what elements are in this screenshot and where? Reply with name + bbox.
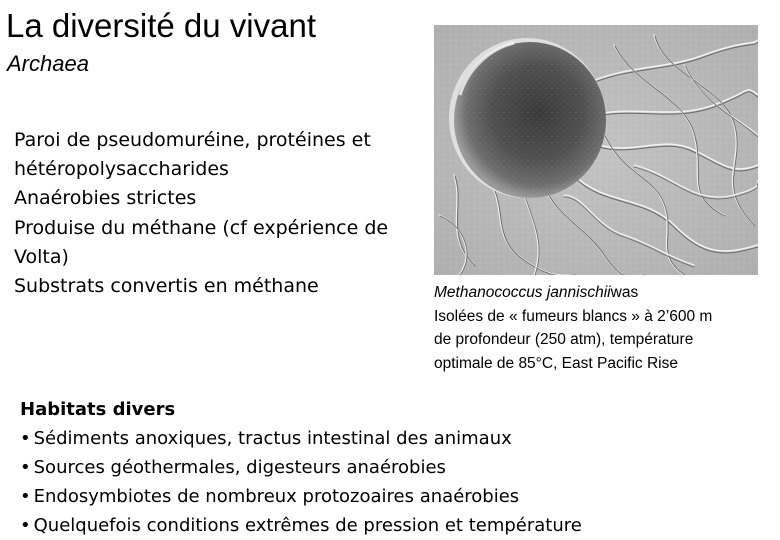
features-list: [14, 126, 414, 301]
caption-line: de profondeur (250 atm), température: [434, 331, 694, 348]
caption-line: Isolées de « fumeurs blancs » à 2’600 m: [434, 307, 713, 325]
feature-line: Anaérobies strictes: [14, 187, 197, 210]
species-binomial: Methanococcus jannischii: [434, 284, 611, 301]
feature-line: hétéropolysaccharides: [14, 158, 229, 181]
habitat-text: Sédiments anoxiques, tractus intestinal des animaux: [33, 428, 512, 449]
bullet-icon: •: [20, 486, 31, 507]
feature-line: Substrats convertis en méthane: [14, 275, 319, 298]
bullet-icon: •: [20, 515, 31, 536]
habitat-text: Quelquefois conditions extrêmes de pression et température: [33, 515, 582, 536]
species-name: [434, 281, 774, 305]
habitat-item: [20, 424, 770, 453]
feature-line: Paroi de pseudomuréine, protéines et: [14, 129, 371, 151]
habitat-item: [20, 511, 770, 540]
habitat-item: [20, 482, 770, 511]
habitat-text: Endosymbiotes de nombreux protozoaires anaérobies: [33, 486, 520, 507]
feature-line: Volta): [14, 245, 69, 268]
species-suffix: was: [610, 284, 639, 301]
habitats-list: [20, 424, 770, 540]
image-caption: [434, 281, 774, 375]
bullet-icon: •: [20, 428, 31, 449]
methanococcus-micrograph: [434, 25, 758, 275]
caption-line: optimale de 85°C, East Pacific Rise: [434, 354, 678, 372]
habitats-section: [20, 395, 770, 540]
feature-line: Produise du méthane (cf expérience de: [14, 216, 389, 239]
habitat-text: Sources géothermales, digesteurs anaérobies: [33, 457, 446, 478]
habitat-item: [20, 453, 770, 482]
bullet-icon: •: [20, 457, 31, 478]
slide-title: La diversité du vivant: [6, 7, 317, 44]
slide-subtitle: Archaea: [7, 51, 89, 76]
habitats-heading: Habitats divers: [20, 399, 176, 420]
